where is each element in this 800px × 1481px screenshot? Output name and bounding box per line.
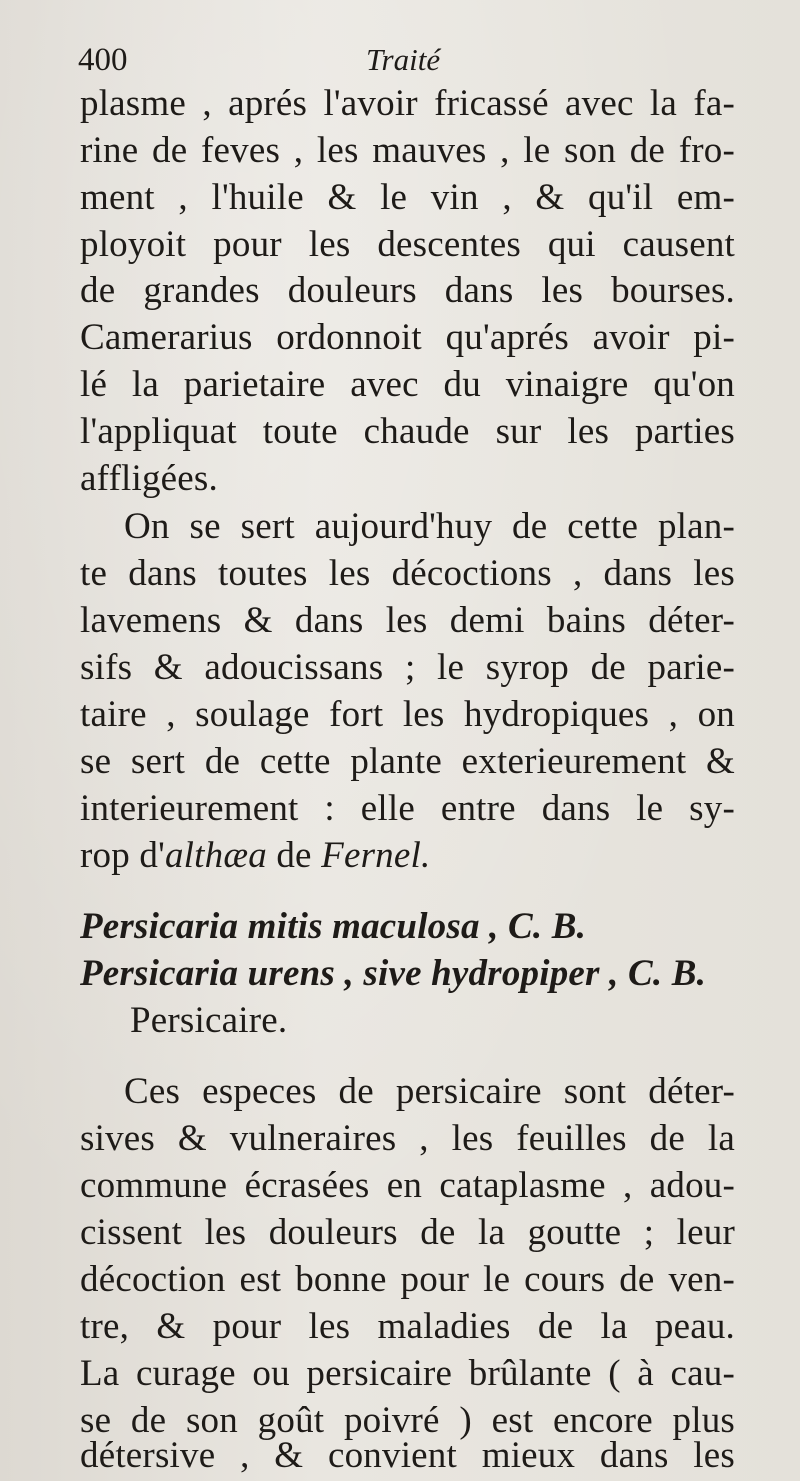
text-line: taire , soulage fort les hydropiques , on: [80, 694, 735, 735]
text-line: sifs & adoucissans ; le syrop de parie-: [80, 647, 735, 688]
text-line: lavemens & dans les demi bains déter-: [80, 600, 735, 641]
text-line: [80, 832, 735, 880]
text-line: rine de feves , les mauves , le son de fro-: [80, 130, 735, 171]
text-line: cissent les douleurs de la goutte ; leur: [80, 1212, 735, 1253]
synonym-line: Persicaria urens , sive hydropiper , C. B.: [80, 953, 707, 994]
synonym-line: Persicaria mitis maculosa , C. B.: [80, 906, 587, 947]
italic-term: althæa: [164, 835, 267, 876]
text-line: On se sert aujourd'huy de cette plan-: [124, 506, 735, 547]
text-line: ployoit pour les descentes qui causent: [80, 224, 735, 265]
italic-term: Fernel.: [321, 835, 431, 876]
text-line: interieurement : elle entre dans le sy-: [80, 788, 735, 829]
text-line: La curage ou persicaire brûlante ( à cau-: [80, 1353, 735, 1394]
text-line: lé la parietaire avec du vinaigre qu'on: [80, 364, 735, 405]
text-line: tre, & pour les maladies de la peau.: [80, 1306, 735, 1347]
text-line: ment , l'huile & le vin , & qu'il em-: [80, 177, 735, 218]
text-line: se sert de cette plante exterieurement &: [80, 741, 735, 782]
text-line: décoction est bonne pour le cours de ven-: [80, 1259, 735, 1300]
text-fragment: de: [266, 835, 322, 876]
text-line: commune écrasées en cataplasme , adou-: [80, 1165, 735, 1206]
text-line: Ces especes de persicaire sont déter-: [124, 1071, 735, 1112]
common-name: Persicaire.: [130, 1000, 288, 1041]
text-fragment: rop d': [80, 835, 165, 876]
text-line: te dans toutes les décoctions , dans les: [80, 553, 735, 594]
text-line: sives & vulneraires , les feuilles de la: [80, 1118, 735, 1159]
text-line: Camerarius ordonnoit qu'aprés avoir pi-: [80, 317, 735, 358]
text-line: l'appliquat toute chaude sur les parties: [80, 411, 735, 452]
text-line: de grandes douleurs dans les bourses.: [80, 270, 735, 311]
text-line: plasme , aprés l'avoir fricassé avec la fa-: [80, 83, 735, 124]
running-title: Traité: [366, 42, 441, 77]
text-line: affligées.: [80, 458, 218, 499]
text-line: détersive , & convient mieux dans les: [80, 1435, 735, 1476]
page-number: 400: [78, 42, 128, 78]
text-line: se de son goût poivré ) est encore plus: [80, 1400, 735, 1441]
